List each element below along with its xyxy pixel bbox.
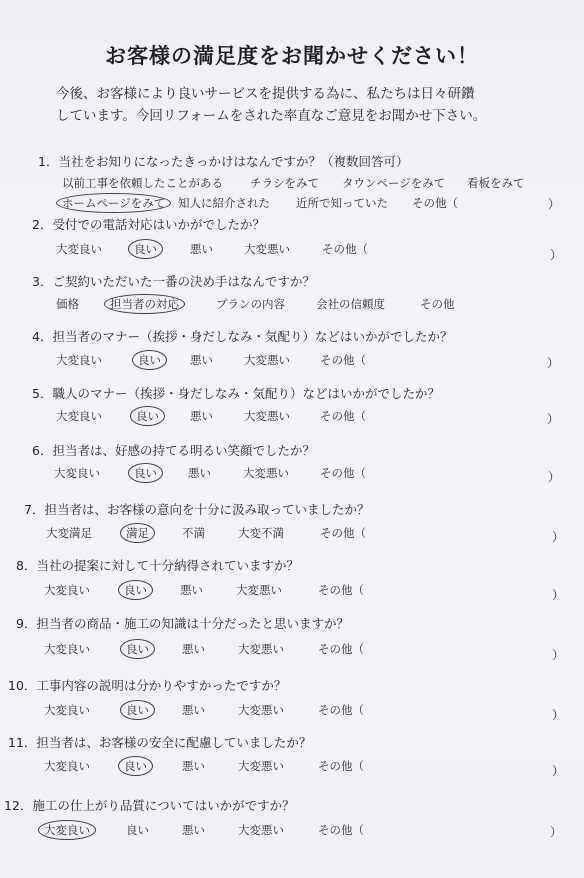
q4-option-very-good[interactable]: 大変良い xyxy=(56,353,102,367)
q3-selected-circle: 担当者の対応 xyxy=(104,294,185,314)
q7-selected-circle: 満足 xyxy=(120,523,155,543)
q12-option-very-bad[interactable]: 大変悪い xyxy=(238,823,284,837)
q4-selected-circle: 良い xyxy=(132,350,167,370)
q2-option-other[interactable]: その他（ xyxy=(322,242,368,256)
q4-option-other[interactable]: その他（ xyxy=(320,353,366,367)
q4-option-bad[interactable]: 悪い xyxy=(190,353,213,367)
q8-option-bad[interactable]: 悪い xyxy=(180,583,203,597)
q3-option-price[interactable]: 価格 xyxy=(56,297,79,311)
q3-option-trust[interactable]: 会社の信頼度 xyxy=(316,297,385,311)
q4-option-very-bad[interactable]: 大変悪い xyxy=(244,353,290,367)
q1-close-paren: ） xyxy=(548,197,561,211)
q5-option-very-good[interactable]: 大変良い xyxy=(56,409,102,423)
q7-close-paren: ） xyxy=(552,530,565,544)
q10-option-very-bad[interactable]: 大変悪い xyxy=(238,703,284,717)
q5-option-very-bad[interactable]: 大変悪い xyxy=(244,409,290,423)
question-9-label: 9．担当者の商品・施工の知識は十分だったと思いますか？ xyxy=(16,616,349,631)
q2-option-very-bad[interactable]: 大変悪い xyxy=(244,242,290,256)
q10-option-good[interactable] xyxy=(126,702,149,718)
question-7-label: 7．担当者は、お客様の意向を十分に汲み取っていましたか？ xyxy=(24,502,370,517)
q12-option-other[interactable]: その他（ xyxy=(318,823,364,837)
q8-selected-circle: 良い xyxy=(118,580,153,600)
intro-line-2: しています。今回リフォームをされた率直なご意見をお聞かせ下さい。 xyxy=(56,108,487,124)
page-title: お客様の満足度をお聞かせください！ xyxy=(105,44,479,68)
q11-option-other[interactable]: その他（ xyxy=(318,759,364,773)
q9-option-very-good[interactable]: 大変良い xyxy=(44,642,90,656)
q2-close-paren: ） xyxy=(550,248,563,262)
q11-close-paren: ） xyxy=(552,764,565,778)
q10-option-other[interactable]: その他（ xyxy=(318,703,364,717)
q11-option-very-good[interactable]: 大変良い xyxy=(44,759,90,773)
q11-option-bad[interactable]: 悪い xyxy=(182,759,205,773)
q5-close-paren: ） xyxy=(547,412,560,426)
q12-selected-circle: 大変良い xyxy=(38,820,96,840)
q12-close-paren: ） xyxy=(550,825,563,839)
q9-option-very-bad[interactable]: 大変悪い xyxy=(238,642,284,656)
q5-selected-circle: 良い xyxy=(130,406,165,426)
q11-option-very-bad[interactable]: 大変悪い xyxy=(238,759,284,773)
q9-option-other[interactable]: その他（ xyxy=(318,642,364,656)
q1-option-referral[interactable]: 知人に紹介された xyxy=(178,196,270,210)
q5-option-other[interactable]: その他（ xyxy=(320,409,366,423)
q10-option-bad[interactable]: 悪い xyxy=(182,703,205,717)
q1-option-previous-work[interactable]: 以前工事を依頼したことがある xyxy=(62,176,223,190)
q5-option-bad[interactable]: 悪い xyxy=(190,409,213,423)
question-5-label: 5．職人のマナー（挨拶・身だしなみ・気配り）などはいかがでしたか？ xyxy=(32,386,440,401)
question-6-label: 6．担当者は、好感の持てる明るい笑顔でしたか？ xyxy=(32,443,315,458)
q4-option-good[interactable] xyxy=(138,352,161,368)
q9-option-bad[interactable]: 悪い xyxy=(182,642,205,656)
q1-option-signboard[interactable]: 看板をみて xyxy=(467,176,525,190)
q6-close-paren: ） xyxy=(548,470,561,484)
q11-selected-circle: 良い xyxy=(118,756,153,776)
q9-selected-circle: 良い xyxy=(120,639,155,659)
q5-option-good[interactable] xyxy=(136,408,159,424)
q8-option-very-bad[interactable]: 大変悪い xyxy=(236,583,282,597)
question-10-label: 10．工事内容の説明は分かりやすかったですか？ xyxy=(8,678,287,693)
q9-close-paren: ） xyxy=(552,648,565,662)
q12-option-good[interactable]: 良い xyxy=(126,823,149,837)
q6-option-good[interactable] xyxy=(134,465,157,481)
question-11-label: 11．担当者は、お客様の安全に配慮していましたか？ xyxy=(8,735,312,750)
q6-option-bad[interactable]: 悪い xyxy=(188,466,211,480)
q2-option-very-good[interactable]: 大変良い xyxy=(56,242,102,256)
q9-option-good[interactable] xyxy=(126,641,149,657)
q1-option-flyer[interactable]: チラシをみて xyxy=(250,176,319,190)
q6-option-very-bad[interactable]: 大変悪い xyxy=(243,466,289,480)
q3-option-other[interactable]: その他 xyxy=(420,297,455,311)
q11-option-good[interactable] xyxy=(124,758,147,774)
q7-option-very-satisfied[interactable]: 大変満足 xyxy=(46,526,92,540)
q8-close-paren: ） xyxy=(552,588,565,602)
intro-line-1: 今後、お客様により良いサービスを提供する為に、私たちは日々研鑽 xyxy=(56,86,475,102)
q8-option-very-good[interactable]: 大変良い xyxy=(44,583,90,597)
q6-option-very-good[interactable]: 大変良い xyxy=(54,466,100,480)
q10-selected-circle: 良い xyxy=(120,700,155,720)
question-12-label: 12．施工の仕上がり品質についてはいかがですか？ xyxy=(4,798,295,813)
q7-option-other[interactable]: その他（ xyxy=(320,526,366,540)
q2-selected-circle: 良い xyxy=(128,239,163,259)
q4-close-paren: ） xyxy=(547,356,560,370)
q2-option-good[interactable] xyxy=(134,241,157,257)
question-1-label: 1．当社をお知りになったきっかけはなんですか？（複数回答可） xyxy=(38,154,409,169)
question-2-label: 2．受付での電話対応はいかがでしたか？ xyxy=(32,217,265,232)
q2-option-bad[interactable]: 悪い xyxy=(190,242,213,256)
q7-option-dissatisfied[interactable]: 不満 xyxy=(182,526,205,540)
q3-option-staff-response[interactable] xyxy=(110,296,179,312)
q7-option-very-dissatisfied[interactable]: 大変不満 xyxy=(238,526,284,540)
q1-option-other[interactable]: その他（ xyxy=(412,196,458,210)
q10-close-paren: ） xyxy=(552,708,565,722)
q6-option-other[interactable]: その他（ xyxy=(320,466,366,480)
q3-option-plan[interactable]: プランの内容 xyxy=(216,297,285,311)
q12-option-bad[interactable]: 悪い xyxy=(182,823,205,837)
q1-selected-circle: ホームページをみて xyxy=(56,193,171,213)
question-3-label: 3．ご契約いただいた一番の決め手はなんですか？ xyxy=(32,274,315,289)
q7-option-satisfied[interactable] xyxy=(126,525,149,541)
q1-option-townpage[interactable]: タウンページをみて xyxy=(342,176,446,190)
q12-option-very-good[interactable] xyxy=(44,822,90,838)
question-4-label: 4．担当者のマナー（挨拶・身だしなみ・気配り）などはいかがでしたか？ xyxy=(32,329,453,344)
q8-option-other[interactable]: その他（ xyxy=(318,583,364,597)
q8-option-good[interactable] xyxy=(124,582,147,598)
q1-option-neighborhood[interactable]: 近所で知っていた xyxy=(296,196,388,210)
q10-option-very-good[interactable]: 大変良い xyxy=(44,703,90,717)
q1-option-homepage[interactable] xyxy=(62,195,165,211)
question-8-label: 8．当社の提案に対して十分納得されていますか？ xyxy=(16,558,299,573)
q6-selected-circle: 良い xyxy=(128,463,163,483)
